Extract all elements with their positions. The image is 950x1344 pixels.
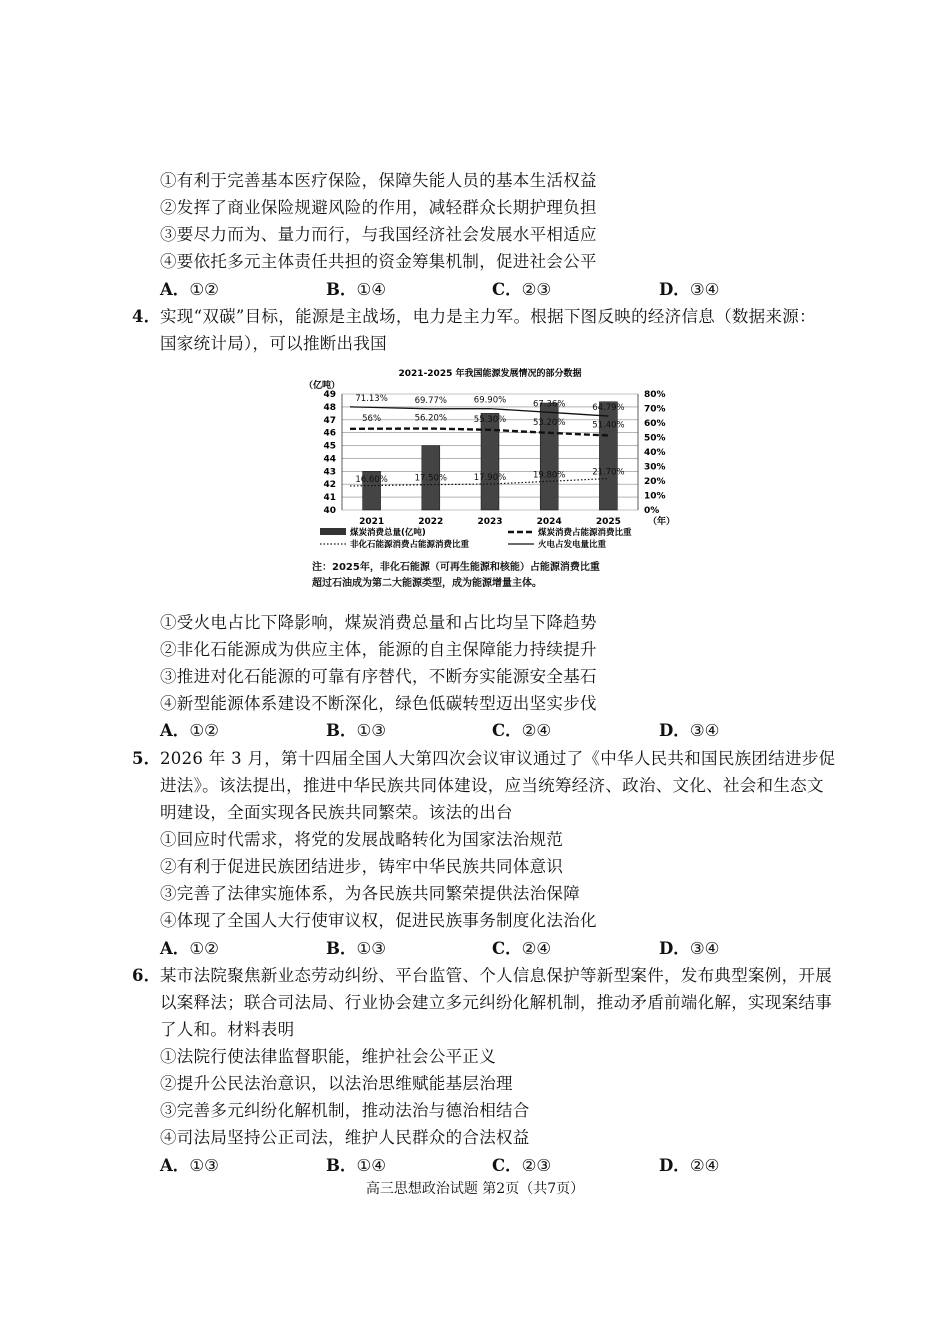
q5-item-3: ③完善了法律实施体系，为各民族共同繁荣提供法治保障 bbox=[160, 884, 580, 903]
data-label: 55.30% bbox=[473, 414, 507, 425]
q6-item-3: ③完善多元纠纷化解机制，推动法治与德治相结合 bbox=[160, 1101, 530, 1120]
chart-title: 2021-2025 年我国能源发展情况的部分数据 bbox=[398, 369, 582, 379]
data-label: 64.79% bbox=[592, 403, 625, 414]
q5-stem-3: 明建设，全面实现各民族共同繁荣。该法的出台 bbox=[160, 803, 513, 822]
y2-tick-label: 80% bbox=[644, 390, 666, 400]
y-tick-label: 43 bbox=[323, 467, 336, 478]
y-tick-label: 41 bbox=[323, 493, 336, 504]
chart-ylabel: （亿吨） bbox=[303, 381, 341, 391]
chart-note-1: 注：2025年，非化石能源（可再生能源和核能）占能源消费比重 bbox=[312, 562, 600, 573]
y2-tick-label: 0% bbox=[644, 506, 660, 516]
legend-label: 煤炭消费占能源消费比重 bbox=[538, 528, 632, 538]
q5-option-d[interactable]: D．③④ bbox=[659, 939, 720, 958]
q4-option-c[interactable]: C．②④ bbox=[492, 721, 552, 740]
q5-option-a[interactable]: A．①② bbox=[160, 939, 219, 958]
chart-note-2: 超过石油成为第二大能源类型，成为能源增量主体。 bbox=[312, 578, 542, 589]
data-label: 19.80% bbox=[532, 470, 566, 481]
series-line-dashed bbox=[350, 429, 608, 436]
data-label: 67.36% bbox=[532, 399, 566, 410]
chart-xlabel: （年） bbox=[648, 517, 675, 527]
legend-swatch bbox=[320, 528, 346, 535]
y2-tick-label: 60% bbox=[644, 419, 666, 429]
q5-stem-2: 进法》。该法提出，推进中华民族共同体建设，应当统筹经济、政治、文化、社会和生态文 bbox=[160, 776, 824, 795]
y2-tick-label: 20% bbox=[644, 477, 666, 487]
q4-item-2: ②非化石能源成为供应主体，能源的自主保障能力持续提升 bbox=[160, 640, 597, 659]
q4-option-a[interactable]: A．①② bbox=[160, 721, 219, 740]
q4-option-b[interactable]: B．①③ bbox=[326, 721, 387, 740]
q3-item-2: ②发挥了商业保险规避风险的作用，减轻群众长期护理负担 bbox=[160, 198, 597, 217]
q4-item-1: ①受火电占比下降影响，煤炭消费总量和占比均呈下降趋势 bbox=[160, 613, 597, 632]
coal-consumption-bar bbox=[481, 413, 499, 510]
energy-chart bbox=[300, 362, 675, 592]
legend-label: 非化石能源消费占能源消费比重 bbox=[350, 540, 470, 550]
y-tick-label: 45 bbox=[323, 441, 336, 452]
q6-option-b[interactable]: B．①④ bbox=[326, 1156, 387, 1175]
q6-option-d[interactable]: D．②④ bbox=[659, 1156, 720, 1175]
q3-item-4: ④要依托多元主体责任共担的资金筹集机制，促进社会公平 bbox=[160, 252, 597, 271]
data-label: 16.60% bbox=[355, 474, 388, 485]
data-label: 56.20% bbox=[414, 413, 448, 424]
y-tick-label: 48 bbox=[323, 402, 336, 413]
q4-number: 4． bbox=[132, 307, 161, 326]
y-tick-label: 40 bbox=[323, 506, 336, 516]
q5-stem-1: 2026 年 3 月，第十四届全国人大第四次会议审议通过了《中华人民共和国民族团结进步促 bbox=[160, 749, 836, 768]
energy-chart-svg bbox=[300, 362, 675, 552]
q6-item-4: ④司法局坚持公正司法，维护人民群众的合法权益 bbox=[160, 1128, 530, 1147]
q4-item-4: ④新型能源体系建设不断深化，绿色低碳转型迈出坚实步伐 bbox=[160, 694, 597, 713]
y-tick-label: 49 bbox=[323, 390, 336, 400]
q5-option-c[interactable]: C．②④ bbox=[492, 939, 552, 958]
y2-tick-label: 30% bbox=[644, 462, 666, 473]
q6-item-1: ①法院行使法律监督职能，维护社会公平正义 bbox=[160, 1047, 496, 1066]
data-label: 17.90% bbox=[473, 473, 507, 484]
q5-option-b[interactable]: B．①③ bbox=[326, 939, 387, 958]
x-tick-label: 2024 bbox=[536, 517, 562, 527]
q3-option-c[interactable]: C．②③ bbox=[492, 280, 552, 299]
q6-stem-3: 了人和。材料表明 bbox=[160, 1020, 295, 1039]
q6-option-c[interactable]: C．②③ bbox=[492, 1156, 552, 1175]
data-label: 21.70% bbox=[592, 467, 625, 478]
data-label: 71.13% bbox=[355, 393, 388, 404]
data-label: 51.40% bbox=[592, 420, 625, 431]
y-tick-label: 44 bbox=[323, 454, 336, 465]
page-footer: 高三思想政治试题 第2页（共7页） bbox=[365, 1181, 585, 1197]
data-label: 69.77% bbox=[414, 395, 448, 406]
y-tick-label: 46 bbox=[323, 428, 336, 439]
x-tick-label: 2023 bbox=[477, 517, 503, 527]
q4-stem-1: 实现“双碳”目标，能源是主战场，电力是主力军。根据下图反映的经济信息（数据来源： bbox=[160, 307, 816, 326]
q3-option-b[interactable]: B．①④ bbox=[326, 280, 387, 299]
q5-number: 5． bbox=[132, 749, 161, 768]
q6-stem-2: 以案释法；联合司法局、行业协会建立多元纠纷化解机制，推动矛盾前端化解，实现案结事 bbox=[160, 993, 832, 1012]
y-tick-label: 42 bbox=[323, 480, 336, 491]
y2-tick-label: 10% bbox=[644, 491, 666, 502]
q3-option-d[interactable]: D．③④ bbox=[659, 280, 720, 299]
y2-tick-label: 70% bbox=[644, 404, 666, 415]
data-label: 56% bbox=[362, 413, 382, 424]
legend-label: 煤炭消费总量(亿吨) bbox=[350, 528, 426, 538]
q3-item-1: ①有利于完善基本医疗保险，保障失能人员的基本生活权益 bbox=[160, 171, 597, 190]
q5-item-2: ②有利于促进民族团结进步，铸牢中华民族共同体意识 bbox=[160, 857, 564, 876]
q6-stem-1: 某市法院聚焦新业态劳动纠纷、平台监管、个人信息保护等新型案件，发布典型案例，开展 bbox=[160, 966, 832, 985]
y2-tick-label: 40% bbox=[644, 448, 666, 458]
q6-item-2: ②提升公民法治意识，以法治思维赋能基层治理 bbox=[160, 1074, 513, 1093]
q6-number: 6． bbox=[132, 966, 161, 985]
q4-stem-2: 国家统计局），可以推断出我国 bbox=[160, 334, 387, 353]
q3-option-a[interactable]: A．①② bbox=[160, 280, 219, 299]
q6-option-a[interactable]: A．①③ bbox=[160, 1156, 219, 1175]
q5-item-4: ④体现了全国人大行使审议权，促进民族事务制度化法治化 bbox=[160, 911, 597, 930]
y2-tick-label: 50% bbox=[644, 433, 666, 444]
q5-item-1: ①回应时代需求，将党的发展战略转化为国家法治规范 bbox=[160, 830, 564, 849]
q4-item-3: ③推进对化石能源的可靠有序替代，不断夯实能源安全基石 bbox=[160, 667, 597, 686]
x-tick-label: 2021 bbox=[359, 517, 385, 527]
data-label: 69.90% bbox=[473, 395, 507, 406]
y-tick-label: 47 bbox=[323, 415, 336, 426]
legend-label: 火电占发电量比重 bbox=[538, 540, 607, 550]
x-tick-label: 2025 bbox=[595, 517, 621, 527]
data-label: 53.20% bbox=[532, 417, 566, 428]
q4-option-d[interactable]: D．③④ bbox=[659, 721, 720, 740]
coal-consumption-bar bbox=[599, 402, 617, 510]
data-label: 17.50% bbox=[414, 473, 448, 484]
q3-item-3: ③要尽力而为、量力而行，与我国经济社会发展水平相适应 bbox=[160, 225, 597, 244]
x-tick-label: 2022 bbox=[418, 517, 444, 527]
